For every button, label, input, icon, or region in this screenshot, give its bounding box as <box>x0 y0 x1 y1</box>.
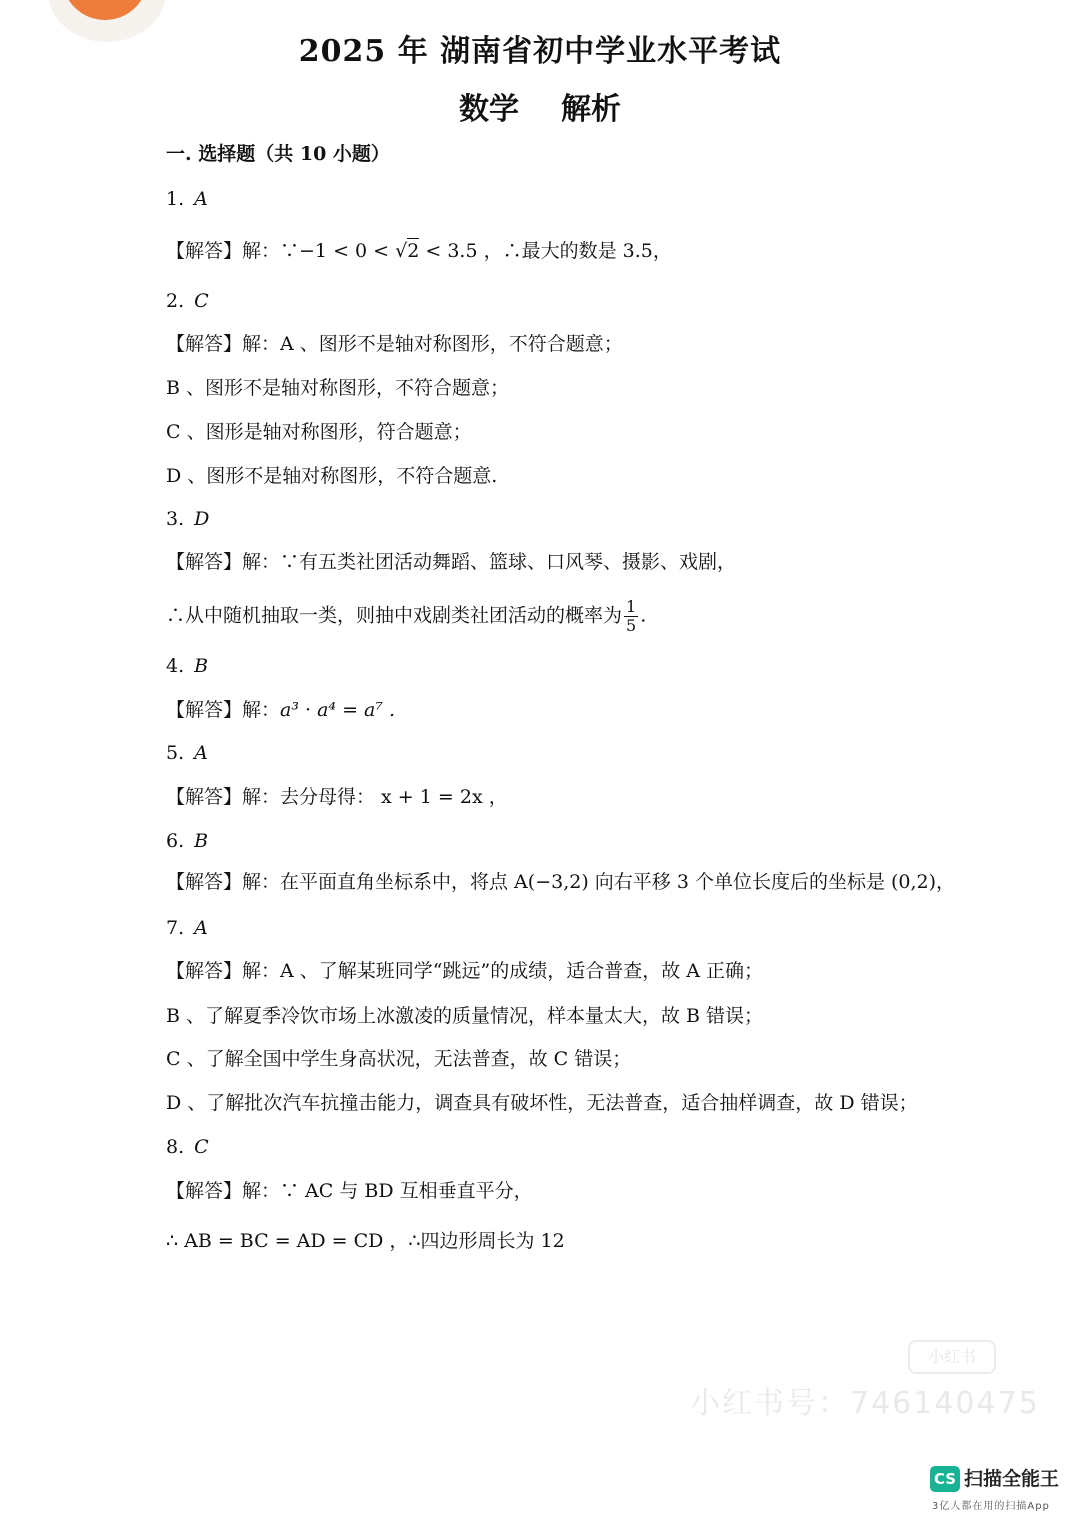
answer-letter: C <box>194 1136 209 1158</box>
sqrt-icon: √ <box>395 240 408 262</box>
explanation-5 <box>166 784 508 810</box>
answer-letter: B <box>194 830 209 852</box>
explanation-text: 在平面直角坐标系中，将点 A(−3,2) 向右平移 3 个单位长度后的坐标是 (0,2)， <box>280 871 956 893</box>
answer-3 <box>166 506 209 532</box>
fraction-numerator: 1 <box>626 597 637 616</box>
explanation-3 <box>166 549 736 575</box>
answer-letter: D <box>194 508 210 530</box>
explanation-tag: 【解答】解： <box>166 1180 281 1202</box>
answer-number: 3. <box>166 508 185 530</box>
explanation-8 <box>166 1178 533 1204</box>
answer-4 <box>166 653 208 679</box>
explanation-tag: 【解答】解： <box>166 960 281 982</box>
watermark-text: 小红书号：746140475 <box>690 1386 1040 1421</box>
explanation-text: A 、了解某班同学“跳远”的成绩，适合普查，故 A 正确； <box>280 960 764 982</box>
scanner-app-name: 扫描全能王 <box>964 1468 1060 1490</box>
explanation-tag: 【解答】解： <box>166 333 281 355</box>
explanation-2-d: D 、图形不是轴对称图形，不符合题意. <box>166 465 498 487</box>
explanation-7 <box>166 958 763 984</box>
explanation-text: ∵ AC 与 BD 互相垂直平分， <box>280 1180 533 1202</box>
scanner-app-icon: CS <box>930 1466 960 1492</box>
explanation-2-c: C 、图形是轴对称图形，符合题意； <box>166 421 472 443</box>
explanation-6 <box>166 869 955 895</box>
scanner-app-tagline: 3亿人都在用的扫描App <box>932 1501 1050 1512</box>
sqrt-value: 2 <box>407 240 420 262</box>
answer-letter: C <box>194 290 209 312</box>
answer-6 <box>166 828 208 854</box>
answer-number: 8. <box>166 1136 185 1158</box>
explanation-2 <box>166 331 623 357</box>
explanation-tag: 【解答】解： <box>166 699 281 721</box>
explanation-2-b: B 、图形不是轴对称图形，不符合题意； <box>166 377 510 399</box>
answer-letter: A <box>194 188 208 210</box>
explanation-1 <box>166 238 672 264</box>
answer-number: 4. <box>166 655 185 677</box>
explanation-tag: 【解答】解： <box>166 551 281 573</box>
explanation-tag: 【解答】解： <box>166 871 281 893</box>
explanation-text: A 、图形不是轴对称图形，不符合题意； <box>280 333 623 355</box>
explanation-7-d: D 、了解批次汽车抗撞击能力，调查具有破坏性，无法普查，适合抽样调查，故 D 错误； <box>166 1092 918 1114</box>
explanation-8-b: ∴ AB = BC = AD = CD ，∴四边形周长为 12 <box>166 1230 565 1252</box>
explanation-text: 去分母得： x + 1 = 2x ， <box>280 786 508 808</box>
fraction <box>624 598 638 635</box>
watermark-logo: 小红书 <box>908 1340 996 1374</box>
subtitle-kind: 解析 <box>561 92 621 127</box>
answer-number: 2. <box>166 290 185 312</box>
explanation-tag: 【解答】解： <box>166 786 281 808</box>
explanation-7-c: C 、了解全国中学生身高状况，无法普查，故 C 错误； <box>166 1048 632 1070</box>
explanation-text: ∵有五类社团活动舞蹈、篮球、口风琴、摄影、戏剧， <box>280 551 737 573</box>
fraction-denominator: 5 <box>626 616 637 635</box>
explanation-text: ∵−1 < 0 < <box>280 240 396 262</box>
section-heading: 一. 选择题（共 10 小题） <box>166 143 390 165</box>
explanation-text: < 3.5 ，∴最大的数是 3.5， <box>419 240 672 262</box>
explanation-3-b <box>166 598 646 635</box>
answer-7 <box>166 915 208 941</box>
answer-1 <box>166 186 208 212</box>
subtitle-subject: 数学 <box>459 92 519 127</box>
explanation-text: . <box>640 604 647 627</box>
answer-letter: A <box>194 917 208 939</box>
explanation-text: a³ · a⁴ = a⁷ . <box>280 699 396 721</box>
page-subtitle <box>0 84 1080 128</box>
answer-letter: B <box>194 655 209 677</box>
answer-8 <box>166 1134 209 1160</box>
page-title: 2025 年 湖南省初中学业水平考试 <box>298 34 782 69</box>
explanation-7-b: B 、了解夏季冷饮市场上冰激凌的质量情况，样本量太大，故 B 错误； <box>166 1005 764 1027</box>
logo-icon <box>62 0 148 20</box>
answer-number: 7. <box>166 917 185 939</box>
answer-number: 5. <box>166 742 185 764</box>
explanation-4 <box>166 697 395 723</box>
explanation-text: ∴从中随机抽取一类，则抽中戏剧类社团活动的概率为 <box>166 604 623 627</box>
answer-letter: A <box>194 742 208 764</box>
answer-number: 6. <box>166 830 185 852</box>
explanation-tag: 【解答】解： <box>166 240 281 262</box>
answer-2 <box>166 288 209 314</box>
answer-number: 1. <box>166 188 185 210</box>
answer-5 <box>166 740 208 766</box>
